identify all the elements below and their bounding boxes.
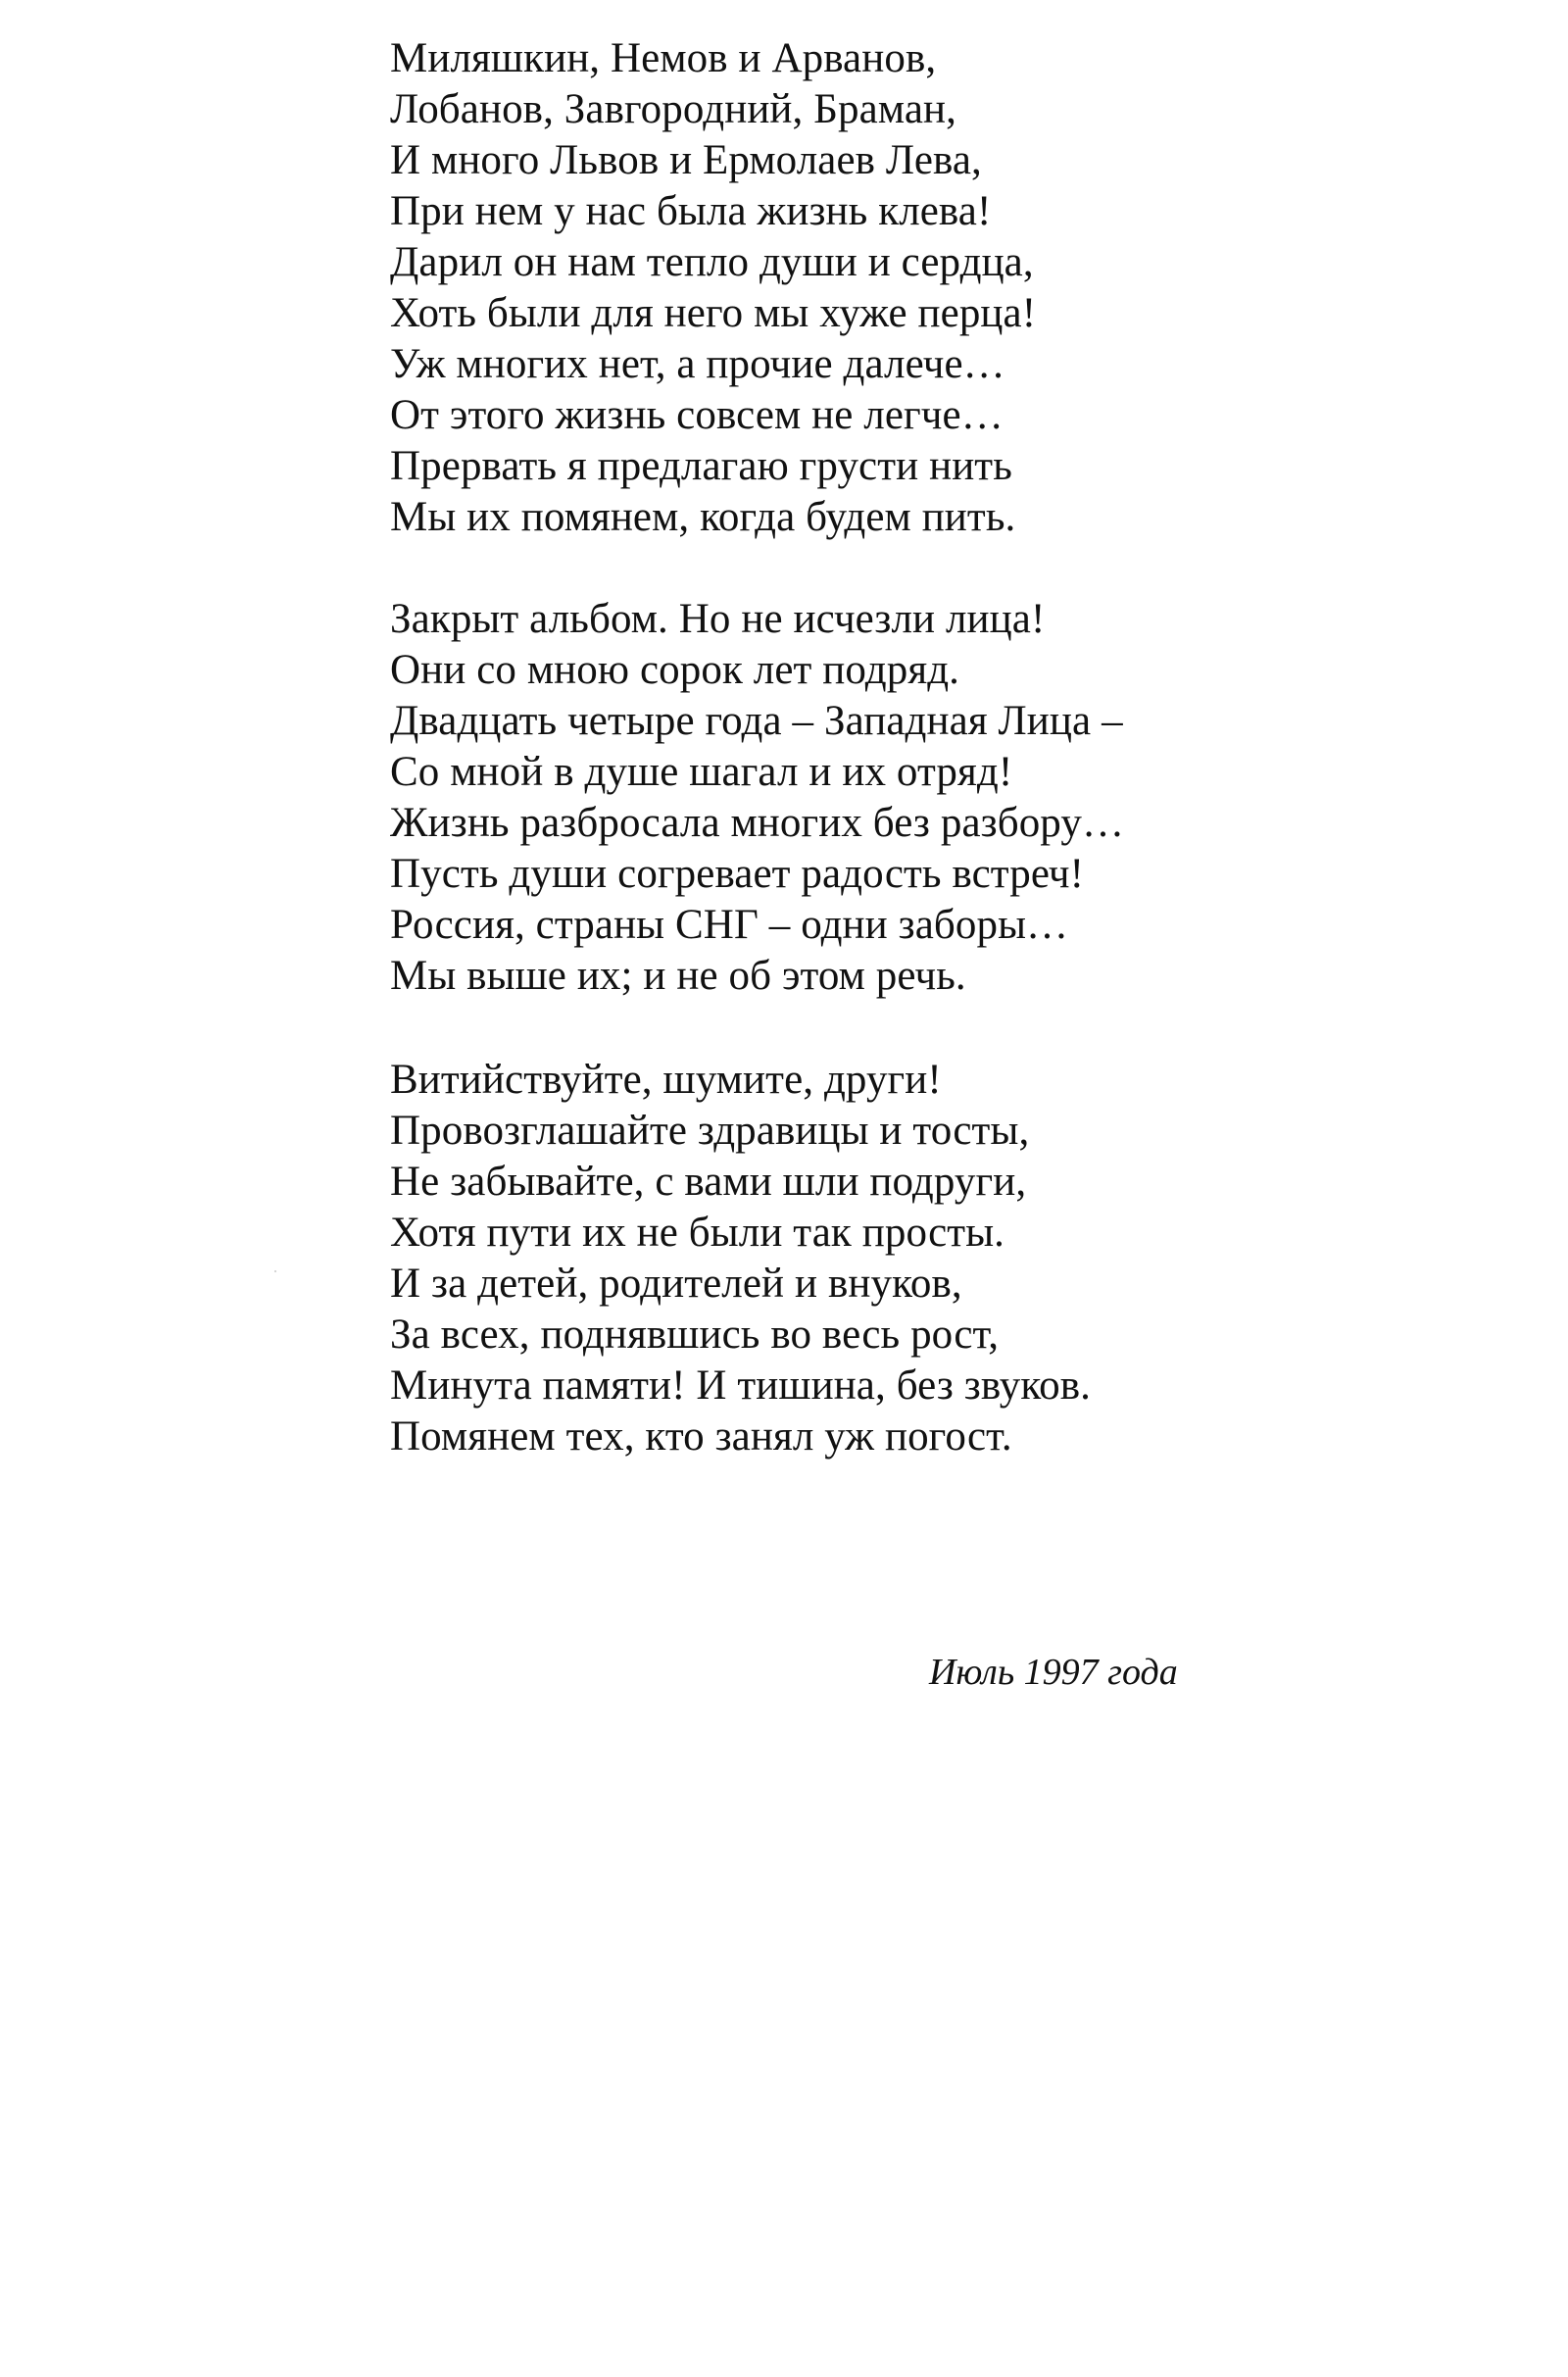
poem-line: Мы их помянем, когда будем пить.: [390, 494, 1016, 540]
poem-line: И много Львов и Ермолаев Лева,: [390, 137, 982, 183]
poem-line: Пусть души согревает радость встреч!: [390, 851, 1085, 897]
stanza-3: [390, 1055, 1272, 1462]
poem-line: Миляшкин, Немов и Арванов,: [390, 35, 937, 81]
poem-line: Не забывайте, с вами шли подруги,: [390, 1159, 1027, 1205]
poem-line: Со мной в душе шагал и их отряд!: [390, 749, 1013, 795]
poem-line: Дарил он нам тепло души и сердца,: [390, 239, 1034, 285]
scan-speck: [274, 1270, 276, 1272]
poem-line: При нем у нас была жизнь клева!: [390, 188, 992, 234]
poem-line: Жизнь разбросала многих без разбору…: [390, 800, 1125, 846]
poem-line: Закрыт альбом. Но не исчезли лица!: [390, 596, 1046, 642]
poem-date-signature: Июль 1997 года: [929, 1652, 1178, 1693]
poem-line: Уж многих нет, а прочие далече…: [390, 341, 1005, 387]
poem-line: Хотя пути их не были так просты.: [390, 1210, 1005, 1256]
poem-line: За всех, поднявшись во весь рост,: [390, 1312, 1000, 1358]
poem-line: Они со мною сорок лет подряд.: [390, 647, 960, 693]
poem-line: Витийствуйте, шумите, други!: [390, 1057, 942, 1103]
poem-line: От этого жизнь совсем не легче…: [390, 392, 1004, 438]
poem-line: Помянем тех, кто занял уж погост.: [390, 1413, 1012, 1460]
poem-line: Провозглашайте здравицы и тосты,: [390, 1108, 1030, 1154]
poem-line: Лобанов, Завгородний, Браман,: [390, 86, 956, 132]
poem-line: Россия, страны СНГ – одни заборы…: [390, 902, 1069, 948]
poem: [390, 33, 1272, 1462]
poem-line: Минута памяти! И тишина, без звуков.: [390, 1362, 1092, 1409]
poem-line: Двадцать четыре года – Западная Лица –: [390, 698, 1123, 744]
poem-line: Прервать я предлагаю грусти нить: [390, 443, 1012, 489]
stanza-2: [390, 594, 1272, 1002]
poem-line: Хоть были для него мы хуже перца!: [390, 290, 1037, 336]
stanza-1: [390, 33, 1272, 543]
poem-line: Мы выше их; и не об этом речь.: [390, 953, 966, 999]
poem-line: И за детей, родителей и внуков,: [390, 1261, 962, 1307]
